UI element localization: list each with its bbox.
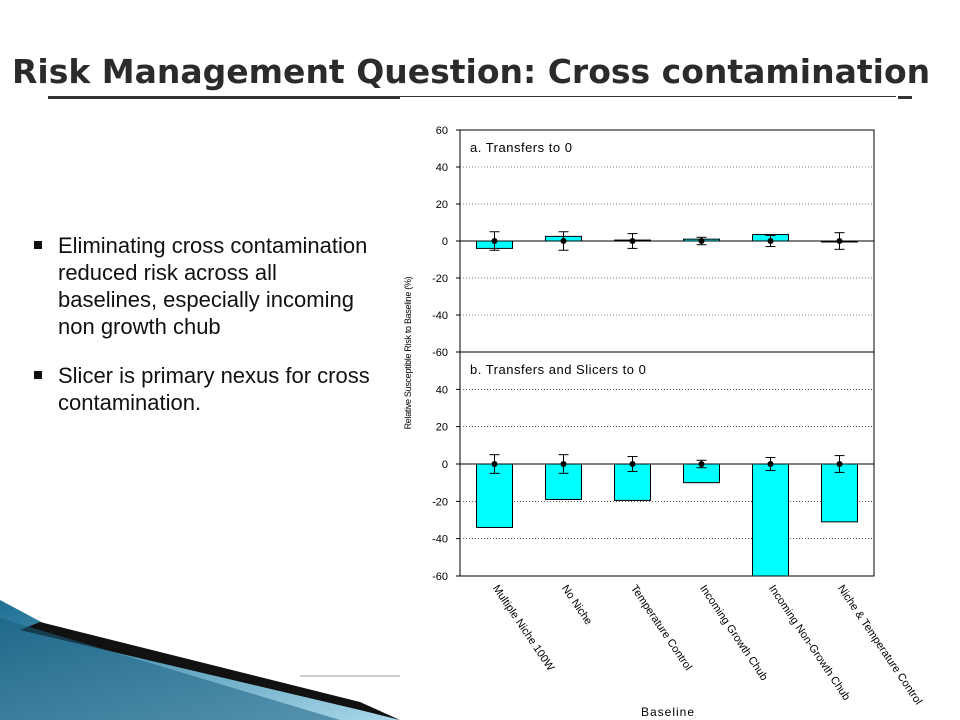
square-bullet-icon bbox=[34, 241, 42, 249]
bullet-text: Eliminating cross contamination reduced risk across all baselines, especially incoming non growth chub bbox=[58, 233, 368, 339]
x-axis-label: Baseline bbox=[640, 705, 696, 719]
mean-point bbox=[630, 238, 636, 244]
bullet-text: Slicer is primary nexus for cross contamination. bbox=[58, 363, 370, 415]
square-bullet-icon bbox=[34, 371, 42, 379]
bullet-item bbox=[34, 362, 374, 416]
mean-point bbox=[492, 238, 498, 244]
y-tick-label: 20 bbox=[435, 199, 448, 211]
y-tick-label: -60 bbox=[432, 347, 448, 359]
y-axis-label: Relative Susceptible Risk to Baseline (%) bbox=[403, 276, 413, 430]
x-tick-label: Incoming Non-Growth Chub bbox=[766, 582, 853, 703]
mean-point bbox=[492, 461, 498, 467]
panel-title: a. Transfers to 0 bbox=[470, 140, 573, 155]
bullet-item bbox=[34, 232, 374, 340]
x-tick-label: Temperature Control bbox=[628, 582, 695, 673]
y-tick-label: 60 bbox=[435, 125, 448, 137]
decorative-ribbon bbox=[0, 570, 400, 720]
mean-point bbox=[699, 238, 705, 244]
x-tick-label: Niche & Temperature Control bbox=[835, 582, 925, 708]
mean-point bbox=[768, 461, 774, 467]
y-tick-label: -60 bbox=[432, 571, 448, 583]
bar-chart bbox=[398, 122, 938, 720]
y-tick-label: 20 bbox=[435, 421, 448, 434]
mean-point bbox=[630, 461, 636, 467]
mean-point bbox=[768, 238, 774, 244]
title-underline-left bbox=[48, 96, 400, 99]
title-underline-right bbox=[400, 96, 896, 97]
y-tick-label: 40 bbox=[435, 162, 448, 174]
x-tick-label: Incoming Growth Chub bbox=[697, 582, 770, 683]
mean-point bbox=[699, 461, 705, 467]
mean-point bbox=[561, 461, 567, 467]
y-tick-label: 0 bbox=[441, 459, 448, 471]
panel-title: b. Transfers and Slicers to 0 bbox=[470, 362, 647, 377]
title-underline-tail bbox=[898, 96, 912, 99]
x-tick-label: Multiple Niche 100W bbox=[490, 582, 557, 674]
slide-title: Risk Management Question: Cross contamination bbox=[12, 52, 931, 91]
mean-point bbox=[837, 238, 843, 244]
y-tick-label: 0 bbox=[441, 236, 448, 248]
y-tick-label: -40 bbox=[432, 533, 448, 546]
bullet-list bbox=[34, 232, 374, 438]
bar bbox=[753, 464, 789, 576]
y-tick-label: -20 bbox=[432, 496, 448, 509]
y-tick-label: -40 bbox=[432, 310, 448, 322]
y-tick-label: -20 bbox=[432, 273, 448, 285]
mean-point bbox=[837, 461, 843, 467]
plot-area-border bbox=[460, 130, 874, 576]
mean-point bbox=[561, 238, 567, 244]
y-tick-label: 40 bbox=[435, 384, 448, 397]
x-tick-label: No Niche bbox=[559, 582, 595, 628]
